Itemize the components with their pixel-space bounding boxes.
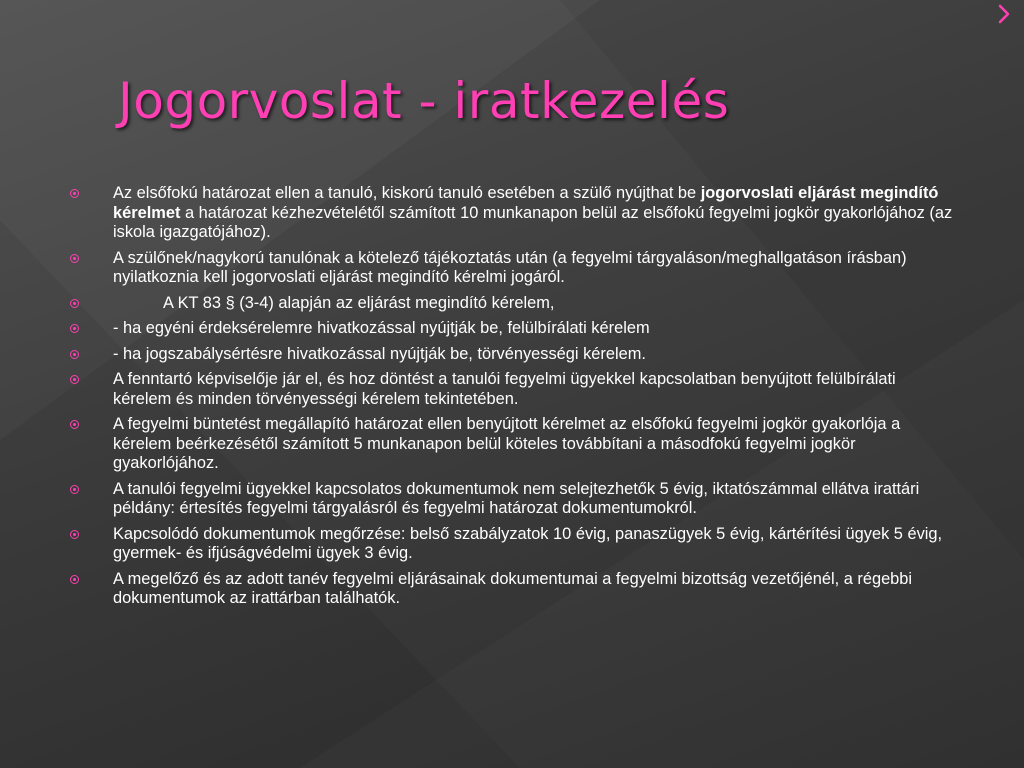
circle-bullet-icon [70, 189, 79, 198]
circle-bullet-icon [70, 324, 79, 333]
circle-bullet-icon [70, 299, 79, 308]
bullet-text: A szülőnek/nagykorú tanulónak a kötelező tájékoztatás után (a fegyelmi tárgyaláson/meghallgatáson írásban) nyilatkoznia kell jogorvoslati eljárást megindító kérelmi jogáról. [113, 248, 907, 286]
bullet-text: - ha jogszabálysértésre hivatkozással nyújtják be, törvényességi kérelem. [113, 344, 646, 363]
circle-bullet-icon [70, 530, 79, 539]
list-item [70, 294, 955, 314]
bullet-text: - ha egyéni érdeksérelemre hivatkozással nyújtják be, felülbírálati kérelem [113, 319, 650, 337]
slide-title: Jogorvoslat - iratkezelés [118, 72, 730, 130]
list-item [70, 480, 955, 519]
circle-bullet-icon [70, 254, 79, 263]
bullet-text: a határozat kézhezvételétől számított 10 munkanapon belül az elsőfokú fegyelmi jogkör gyakorlójához (az iskola igazgatójához). [113, 203, 953, 241]
list-item [70, 184, 955, 243]
list-item [70, 249, 955, 288]
list-item [70, 415, 955, 474]
bullet-text: A megelőző és az adott tanév fegyelmi eljárásainak dokumentumai a fegyelmi bizottság vezetőjénél, a régebbi dokumentumok az irattárban találhatók. [113, 569, 913, 607]
list-item [70, 319, 955, 339]
bullet-text: A tanulói fegyelmi ügyekkel kapcsolatos dokumentumok nem selejtezhetők 5 évig, iktatószámmal ellátva irattári példány: értesítés fegyelmi tárgyalásról és fegyelmi határozat dokumentumokról. [113, 479, 920, 517]
list-item [70, 570, 955, 609]
bullet-text: Az elsőfokú határozat ellen a tanuló, kiskorú tanuló esetében a szülő nyújthat be [113, 184, 701, 202]
list-item [70, 370, 955, 409]
bullet-text: Kapcsolódó dokumentumok megőrzése: belső szabályzatok 10 évig, panaszügyek 5 évig, kártérítési ügyek 5 évig, gyermek- és ifjúságvédelmi ügyek 3 évig. [113, 524, 943, 562]
circle-bullet-icon [70, 375, 79, 384]
circle-bullet-icon [70, 350, 79, 359]
bullet-text: A fenntartó képviselője jár el, és hoz döntést a tanulói fegyelmi ügyekkel kapcsolatban benyújtott felülbírálati kérelem és minden törvényességi kérelem tekintetében. [113, 370, 896, 408]
bullet-text: A fegyelmi büntetést megállapító határozat ellen benyújtott kérelmet az elsőfokú fegyelmi jogkör gyakorlója a kérelem beérkezésétől számított 5 munkanapon belül köteles továbbítani a másodfokú fegyelmi jogkör gyakorlójához. [113, 415, 901, 472]
circle-bullet-icon [70, 575, 79, 584]
list-item [70, 525, 955, 564]
circle-bullet-icon [70, 485, 79, 494]
circle-bullet-icon [70, 420, 79, 429]
bullet-bold-text: jogorvoslati eljárást megindító kérelmet [113, 184, 939, 222]
list-item [70, 345, 955, 365]
bullet-text: A KT 83 § (3-4) alapján az eljárást megindító kérelem, [163, 293, 555, 312]
bullet-list [70, 184, 955, 615]
